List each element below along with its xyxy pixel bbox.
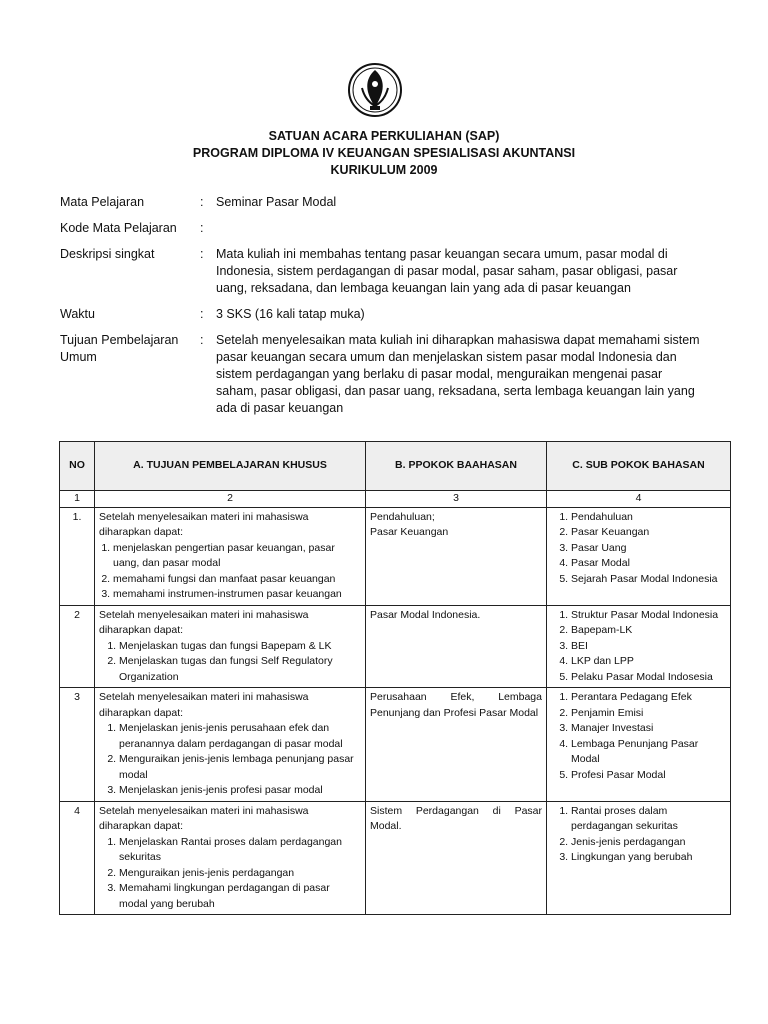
column-number-row: [60, 491, 731, 508]
heading-curriculum: KURIKULUM 2009: [330, 163, 438, 177]
column-number: 3: [366, 491, 547, 508]
info-value: Mata kuliah ini membahas tentang pasar keuangan secara umum, pasar modal di Indonesia, sistem perdagangan di pasar modal, pasar saham, pasar obligasi, pasar uang, reksadana, dan lembaga keuangan lain yang ada di pasar keuangan: [216, 247, 678, 295]
table-header-row: [60, 442, 731, 491]
subtopic-cell: [547, 688, 731, 802]
subtopic-cell: [547, 801, 731, 915]
info-value: Seminar Pasar Modal: [216, 195, 337, 209]
info-row-description: [60, 246, 700, 297]
table-row: [60, 688, 731, 802]
objective-item: 2. memahami fungsi dan manfaat pasar keuangan: [113, 572, 361, 588]
objective-item: 2. Menguraikan jenis-jenis perdagangan: [119, 866, 361, 882]
subtopic-item: 2. Pasar Keuangan: [571, 525, 726, 541]
objectives-cell: [95, 507, 366, 605]
objectives-intro: Setelah menyelesaikan materi ini mahasiswa diharapkan dapat:: [99, 608, 309, 636]
subtopic-item: 3. Lingkungan yang berubah: [571, 850, 726, 866]
header-objectives: A. TUJUAN PEMBELAJARAN KHUSUS: [95, 442, 366, 491]
info-colon: :: [200, 195, 204, 209]
university-emblem-icon: [348, 62, 402, 118]
info-row-code: [60, 220, 700, 237]
table-row: [60, 801, 731, 915]
info-colon: :: [200, 307, 204, 321]
info-value: [216, 220, 700, 237]
info-label: Kode Mata Pelajaran: [60, 221, 177, 235]
objective-item: 1. Menjelaskan Rantai proses dalam perdagangan sekuritas: [119, 835, 361, 866]
info-colon: :: [200, 247, 204, 261]
heading-title: SATUAN ACARA PERKULIAHAN (SAP): [268, 129, 500, 143]
objective-item: 1. menjelaskan pengertian pasar keuangan, pasar uang, dan pasar modal: [113, 541, 361, 572]
header-topic: B. PPOKOK BAAHASAN: [366, 442, 547, 491]
info-row-subject: [60, 194, 700, 211]
column-number: 4: [547, 491, 731, 508]
subtopic-item: 1. Pendahuluan: [571, 510, 726, 526]
row-number: 3: [60, 688, 95, 802]
subtopic-item: 5. Profesi Pasar Modal: [571, 768, 726, 784]
subtopic-list: [551, 510, 726, 588]
subtopic-item: 4. Lembaga Penunjang Pasar Modal: [571, 737, 726, 768]
objectives-intro: Setelah menyelesaikan materi ini mahasiswa diharapkan dapat:: [99, 691, 309, 719]
objective-item: 1. Menjelaskan tugas dan fungsi Bapepam & LK: [119, 639, 361, 655]
info-label: Mata Pelajaran: [60, 195, 145, 209]
info-value: Setelah menyelesaikan mata kuliah ini diharapkan mahasiswa dapat memahami sistem pasar keuangan secara umum dan menjelaskan sistem pasar modal Indonesia dan sistem perdagangan yang berlaku di pasar modal, menguraikan mengenai pasar saham, pasar obligasi, dan pasar uang, reksadana, serta lembaga keuangan lain yang ada di pasar keuangan: [216, 333, 700, 415]
objective-item: 1. Menjelaskan jenis-jenis perusahaan efek dan peranannya dalam perdagangan di pasar modal: [119, 721, 361, 752]
objectives-list: [99, 721, 361, 799]
objectives-intro: Setelah menyelesaikan materi ini mahasiswa diharapkan dapat:: [99, 804, 309, 832]
info-label: Waktu: [60, 307, 95, 321]
subtopic-item: 3. Manajer Investasi: [571, 721, 726, 737]
objective-item: 2. Menguraikan jenis-jenis lembaga penunjang pasar modal: [119, 752, 361, 783]
subtopic-item: 1. Rantai proses dalam perdagangan sekuritas: [571, 804, 726, 835]
row-number: 4: [60, 801, 95, 915]
row-number: 1.: [60, 507, 95, 605]
subtopic-cell: [547, 507, 731, 605]
column-number: 2: [95, 491, 366, 508]
sap-table: [59, 441, 731, 915]
column-number: 1: [60, 491, 95, 508]
subtopic-item: 2. Jenis-jenis perdagangan: [571, 835, 726, 851]
subtopic-list: [551, 804, 726, 866]
header-subtopic: C. SUB POKOK BAHASAN: [547, 442, 731, 491]
objectives-intro: Setelah menyelesaikan materi ini mahasiswa diharapkan dapat:: [99, 510, 309, 538]
table-row: [60, 605, 731, 688]
subtopic-item: 1. Struktur Pasar Modal Indonesia: [571, 608, 726, 624]
course-info: [60, 194, 700, 426]
subtopic-item: 5. Pelaku Pasar Modal Indosesia: [571, 670, 726, 686]
topic-cell: Perusahaan Efek, Lembaga Penunjang dan Profesi Pasar Modal: [366, 688, 547, 802]
info-colon: :: [200, 333, 204, 347]
document-heading: [0, 128, 768, 179]
subtopic-cell: [547, 605, 731, 688]
topic-cell: Pasar Modal Indonesia.: [366, 605, 547, 688]
subtopic-list: [551, 608, 726, 686]
subtopic-item: 3. Pasar Uang: [571, 541, 726, 557]
info-value: 3 SKS (16 kali tatap muka): [216, 307, 365, 321]
subtopic-item: 4. Pasar Modal: [571, 556, 726, 572]
objectives-cell: [95, 605, 366, 688]
info-row-objective: [60, 332, 700, 417]
subtopic-item: 3. BEI: [571, 639, 726, 655]
subtopic-item: 1. Perantara Pedagang Efek: [571, 690, 726, 706]
topic-cell: Pendahuluan; Pasar Keuangan: [366, 507, 547, 605]
topic-cell: Sistem Perdagangan di Pasar Modal.: [366, 801, 547, 915]
heading-program: PROGRAM DIPLOMA IV KEUANGAN SPESIALISASI AKUNTANSI: [192, 146, 576, 160]
objective-item: 3. Menjelaskan jenis-jenis profesi pasar modal: [119, 783, 361, 799]
objective-item: 3. Memahami lingkungan perdagangan di pasar modal yang berubah: [119, 881, 361, 912]
subtopic-item: 5. Sejarah Pasar Modal Indonesia: [571, 572, 726, 588]
info-label: Tujuan Pembelajaran Umum: [60, 333, 179, 364]
objectives-list: [99, 639, 361, 686]
objectives-cell: [95, 801, 366, 915]
subtopic-item: 2. Bapepam-LK: [571, 623, 726, 639]
objective-item: 2. Menjelaskan tugas dan fungsi Self Regulatory Organization: [119, 654, 361, 685]
header-no: NO: [60, 442, 95, 491]
info-colon: :: [200, 221, 204, 235]
subtopic-item: 2. Penjamin Emisi: [571, 706, 726, 722]
info-row-time: [60, 306, 700, 323]
table-row: [60, 507, 731, 605]
subtopic-list: [551, 690, 726, 783]
objectives-list: [99, 835, 361, 913]
objectives-list: [99, 541, 361, 603]
subtopic-item: 4. LKP dan LPP: [571, 654, 726, 670]
row-number: 2: [60, 605, 95, 688]
info-label: Deskripsi singkat: [60, 247, 155, 261]
objectives-cell: [95, 688, 366, 802]
objective-item: 3. memahami instrumen-instrumen pasar keuangan: [113, 587, 361, 603]
